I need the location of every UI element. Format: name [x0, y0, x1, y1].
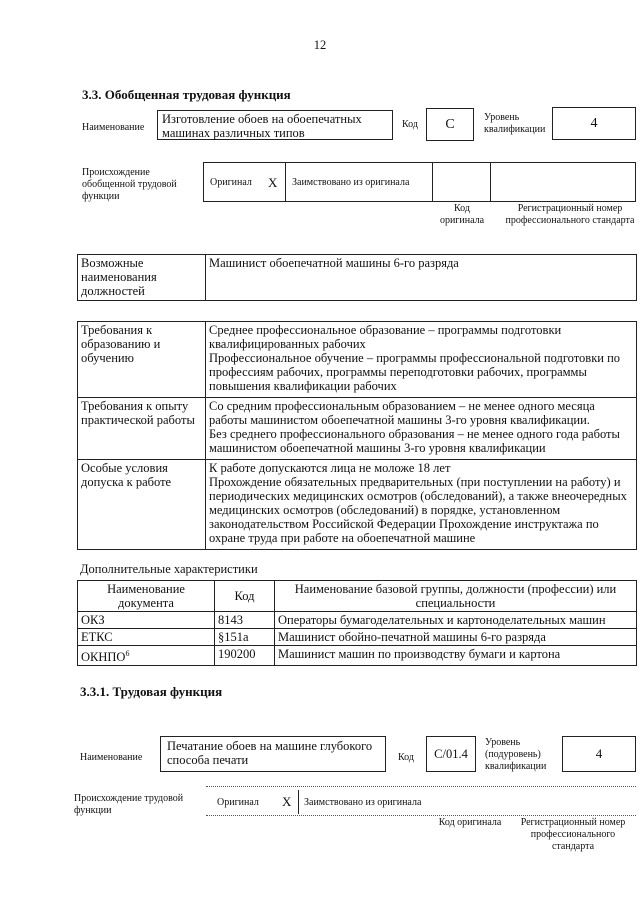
- function-name-box: Печатание обоев на машине глубокого способа печати: [160, 736, 386, 772]
- subsection-heading: 3.3.1. Трудовая функция: [80, 684, 223, 699]
- name-cell: Машинист обойно-печатной машины 6-го разряда: [275, 629, 637, 646]
- original-label: Оригинал: [210, 177, 252, 188]
- level-box: 4: [562, 736, 636, 772]
- table-row: [78, 612, 637, 629]
- page-number: 12: [313, 38, 327, 52]
- requirement-label: Требования к опыту практической работы: [78, 398, 206, 460]
- name-label: Наименование: [82, 122, 145, 133]
- code-box: С/01.4: [426, 736, 476, 772]
- reg-number-label: Регистрационный номер профессионального стандарта: [520, 817, 626, 852]
- footnote-ref: 6: [125, 649, 130, 658]
- code-box: С: [426, 108, 474, 141]
- requirement-value: Со средним профессиональным образованием – не менее одного месяца работы машинистом обоепечатной машины 3-го уровня квалификации. Без среднего профессионального образования – не менее одного года работы машинистом обоепечатной машины 3-го уровня квалификации: [206, 398, 637, 460]
- requirement-label: Особые условия допуска к работе: [78, 460, 206, 550]
- code-cell: 190200: [215, 646, 275, 666]
- doc-cell: ЕТКС: [78, 629, 215, 646]
- header-code: Код: [215, 581, 275, 612]
- origin-divider: [285, 162, 286, 202]
- name-cell: Операторы бумагоделательных и картоноделательных машин: [275, 612, 637, 629]
- positions-label: Возможные наименования должностей: [78, 255, 206, 301]
- doc-cell: ОКЗ: [78, 612, 215, 629]
- level-label: Уровень (подуровень) квалификации: [485, 737, 547, 772]
- code-original-label: Код оригинала: [439, 203, 485, 226]
- origin-divider: [298, 790, 299, 814]
- reg-number-label: Регистрационный номер профессионального стандарта: [505, 203, 635, 226]
- level-box: 4: [552, 107, 636, 140]
- level-label: Уровень квалификации: [484, 112, 546, 135]
- positions-table: [77, 254, 637, 301]
- extra-table: [77, 580, 637, 666]
- requirement-value: К работе допускаются лица не моложе 18 лет Прохождение обязательных предварительных (при поступлении на работу) и периодических медицинских осмотров (обследований), а также внеочередных медицинских осмотров (обследований) в порядке, установленном законодательством Российской Федерации Прохождение инструктажа по охране труда при работе на обоепечатной машине: [206, 460, 637, 550]
- requirement-label: Требования к образованию и обучению: [78, 322, 206, 398]
- borrowed-label: Заимствовано из оригинала: [292, 177, 410, 188]
- function-name-box: Изготовление обоев на обоепечатных машинах различных типов: [157, 110, 393, 140]
- header-doc: Наименование документа: [78, 581, 215, 612]
- original-mark: X: [282, 794, 292, 809]
- table-row: [78, 460, 637, 550]
- code-cell: §151а: [215, 629, 275, 646]
- table-row: [78, 646, 637, 666]
- origin-divider: [432, 162, 433, 202]
- header-name: Наименование базовой группы, должности (профессии) или специальности: [275, 581, 637, 612]
- section-heading: 3.3. Обобщенная трудовая функция: [82, 87, 291, 102]
- table-row: [78, 322, 637, 398]
- name-label: Наименование: [80, 752, 143, 763]
- origin-label: Происхождение обобщенной трудовой функции: [82, 167, 177, 202]
- table-row: [78, 629, 637, 646]
- code-original-label: Код оригинала: [438, 817, 502, 828]
- origin-bottom-line: [206, 815, 636, 816]
- requirement-value: Среднее профессиональное образование – программы подготовки квалифицированных рабочих Профессиональное обучение – программы профессиональной подготовки по профессиям рабочих, программы переподготовки рабочих, программы повышения квалификации рабочих: [206, 322, 637, 398]
- doc-cell: [78, 646, 215, 666]
- borrowed-label: Заимствовано из оригинала: [304, 797, 422, 808]
- positions-value: Машинист обоепечатной машины 6-го разряда: [206, 255, 637, 301]
- origin-divider: [490, 162, 491, 202]
- origin-label: Происхождение трудовой функции: [74, 793, 184, 816]
- code-label: Код: [398, 752, 414, 763]
- table-header-row: [78, 581, 637, 612]
- origin-top-line: [206, 786, 636, 787]
- name-cell: Машинист машин по производству бумаги и картона: [275, 646, 637, 666]
- extra-heading: Дополнительные характеристики: [80, 562, 258, 576]
- code-cell: 8143: [215, 612, 275, 629]
- original-mark: X: [268, 175, 278, 190]
- requirements-table: [77, 321, 637, 550]
- table-row: [78, 398, 637, 460]
- doc-name: ОКНПО: [81, 650, 126, 665]
- code-label: Код: [402, 119, 418, 130]
- original-label: Оригинал: [217, 797, 259, 808]
